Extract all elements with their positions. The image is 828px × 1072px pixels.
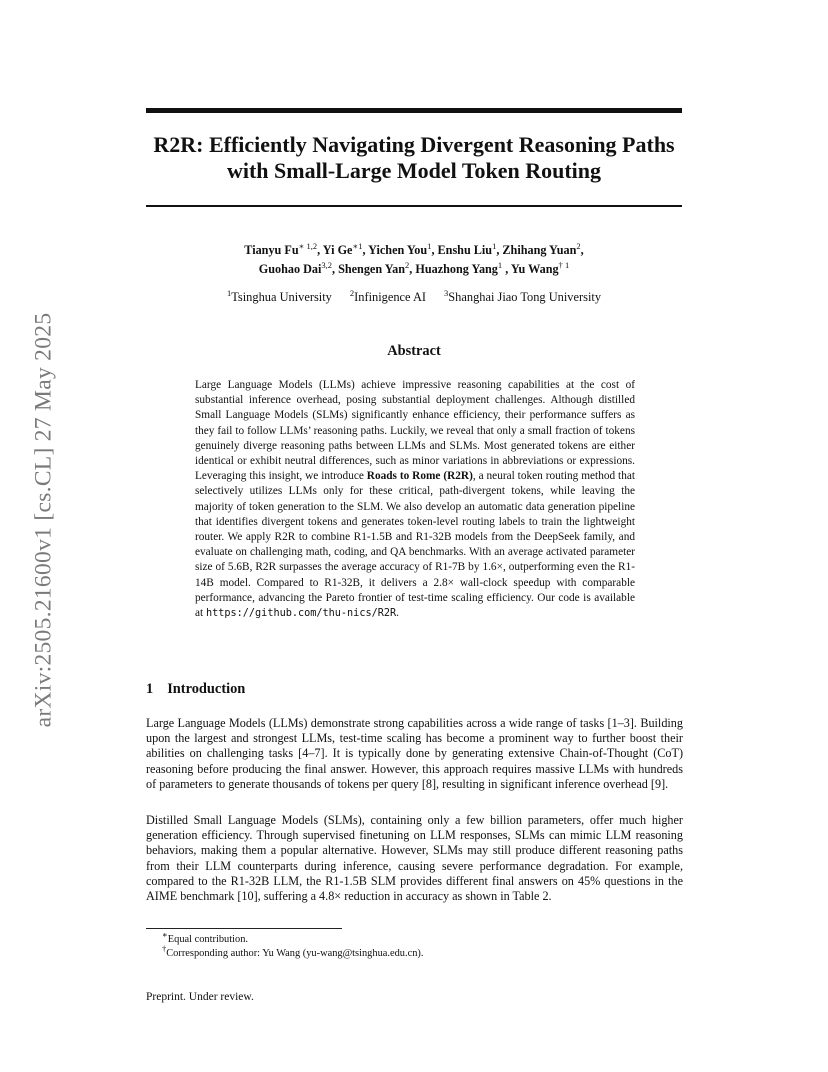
affiliation: $^3$Shanghai Jiao Tong University: [444, 287, 602, 304]
section-title: Introduction: [167, 681, 246, 697]
title-rule-top: [146, 108, 682, 113]
code-link[interactable]: https://github.com/thu-nics/R2R: [205, 608, 397, 620]
abstract-body: Large Language Models (LLMs) achieve impressive reasoning capabilities at the cost of substantial inference overhead, posing substantial deployment challenges. Although distilled Small Language Models (SLMs) significantly enhance efficiency, their performance suffers as they fail to follow LLMs’ reasoning paths. Luckily, we reveal that only a small fraction of tokens genuinely diverge reasoning paths between LLMs and SLMs. Most generated tokens are either identical or exhibit neutral differences, such as minor variations in abbreviations or expressions. Leveraging this insight, we introduce Roads to Rome (R2R), a neural token routing method that selectively utilizes LLMs only for these critical, path-divergent tokens, while leaving the majority of token generation to the SLM. We also develop an automatic data generation pipeline that identifies divergent tokens and generates token-level routing labels to train the lightweight router. We apply R2R to combine R1-1.5B and R1-32B models from the DeepSeek family, and evaluate on challenging math, coding, and QA benchmarks. With an average activated parameter size of 5.6B, R2R surpasses the average accuracy of R1-7B by 1.6×, outperforming even the R1-14B model. Compared to R1-32B, it delivers a 2.8× wall-clock speedup with comparable performance, advancing the Pareto frontier of test-time scaling efficiency. Our code is available at https://github.com/thu-nics/R2R.: [195, 379, 635, 620]
author: Zhihang Yuan$^2$,: [502, 240, 584, 257]
paper-title: R2R: Efficiently Navigating Divergent Reasoning Paths with Small-Large Model Token Routing: [153, 132, 675, 183]
abstract-heading: Abstract: [387, 343, 441, 359]
intro-paragraph: Distilled Small Language Models (SLMs), containing only a few billion parameters, offer much higher generation efficiency. Through supervised finetuning on LLM responses, SLMs can mimic LLM reasoning behaviors, making them a popular alternative. However, SLMs may still produce different reasoning paths from their LLM counterparts during inference, causing severe performance degradation. For example, compared to the R1-32B LLM, the R1-1.5B SLM provides different final answers on 45% questions in the AIME benchmark [10], suffering a 4.8× reduction in accuracy as shown in Table 2.: [146, 813, 683, 904]
arxiv-stamp: arXiv:2505.21600v1 [cs.CL] 27 May 2025: [30, 312, 57, 728]
author: Yichen You$^1$,: [368, 240, 438, 257]
author: Yi $Ge^{∗1}$,: [322, 240, 369, 257]
method-name: Roads to Rome (R2R): [366, 470, 473, 483]
footnote: †Corresponding author: Yu Wang (yu-wang@tsinghua.edu.cn).: [162, 943, 424, 959]
footnote-rule: [146, 928, 342, 929]
author: Shengen Yan$^2$,: [338, 259, 416, 276]
preprint-note: Preprint. Under review.: [146, 991, 254, 1003]
author: Enshu Liu$^1$,: [437, 240, 503, 257]
section-number: 1: [146, 681, 154, 697]
author: Guohao Dai$^{3,2}$,: [258, 259, 339, 276]
affiliation-list: [146, 288, 682, 306]
intro-paragraph: Large Language Models (LLMs) demonstrate strong capabilities across a wide range of tasks [1–3]. Building upon the largest and strongest LLMs, test-time scaling has become a prominent way to further boost their abilities on challenging tasks [4–7]. It is typically done by generating extensive Chain-of-Thought (CoT) reasoning before producing the final answer. However, this approach requires massive LLMs with hundreds of parameters to generate thousands of tokens per query [8], resulting in significant inference overhead [9].: [146, 716, 683, 791]
author: Tianyu $Fu^{∗ 1,2}$,: [244, 240, 323, 257]
author-list: [146, 241, 682, 279]
footnote: ∗Equal contribution.: [162, 929, 249, 945]
affiliation: $^2$Infinigence AI: [349, 287, 427, 304]
author: Huazhong Yang$^1$ ,: [415, 259, 511, 276]
author: Yu Wang$^{\dagger 1}$: [510, 259, 570, 276]
title-rule-bottom: [146, 205, 682, 207]
section-heading: [146, 681, 245, 698]
affiliation: $^1$Tsinghua University: [226, 287, 332, 304]
